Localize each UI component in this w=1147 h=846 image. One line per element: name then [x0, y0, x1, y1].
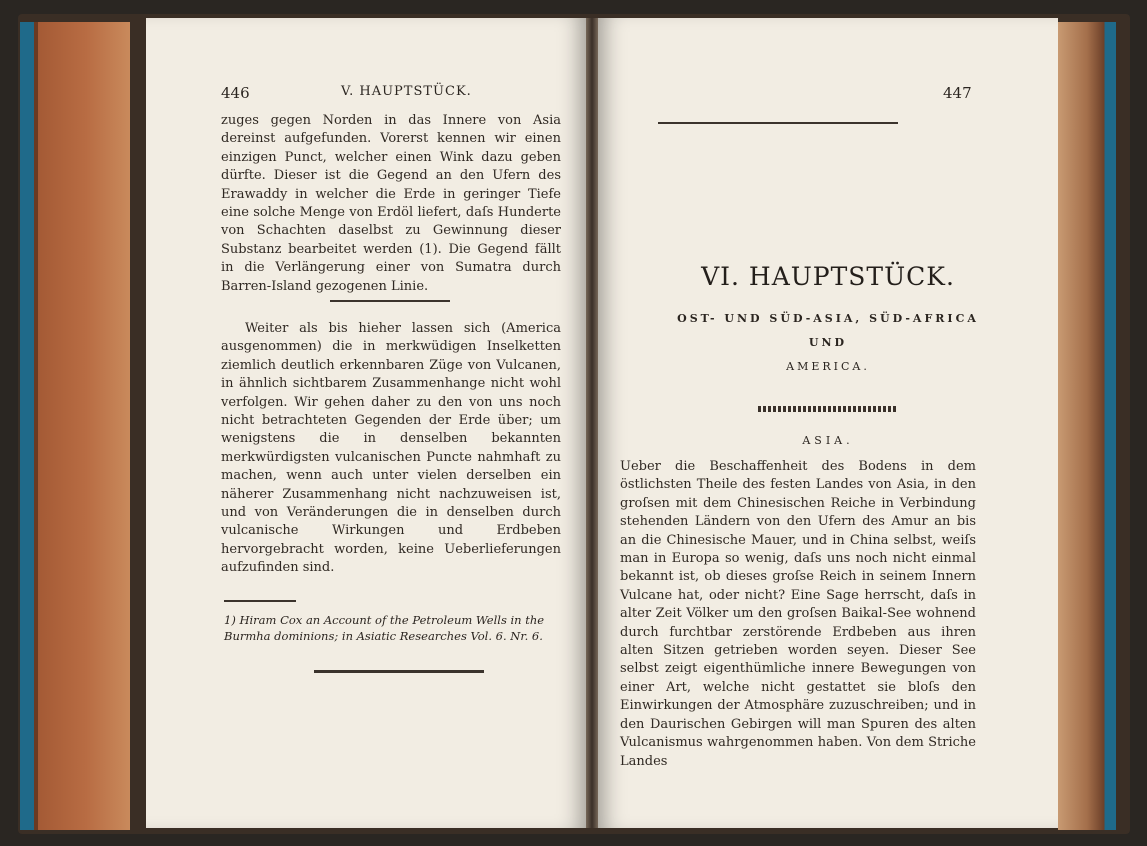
section-heading: ASIA. [802, 434, 854, 447]
left-page-number: 446 [221, 84, 250, 102]
right-paragraph: Ueber die Beschaffenheit des Bodens in dem östlichsten Theile des festen Landes von Asia, in den groſsen mit dem Chinesischen Reiche in Verbindung stehenden Ländern von den Ufern des Amur an bis an die Chinesische Mauer, und in China selbst, weiſs man in Europa so wenig, daſs uns noch nicht einmal bekannt ist, ob dieses groſse Reich in seinem Innern Vulcane hat, oder nicht? Eine Sage herrscht, daſs in alter Zeit Völker um den groſsen Baikal-See wohnend durch furchtbar zerstörende Erdbeben aus ihren alten Sitzen getrieben worden seyen. Dieser See selbst zeigt eigenthümliche innere Bewegungen von einer Art, welche nicht gestattet sie bloſs den Einwirkungen der Atmosphäre zuzuschreiben; und in den Daurischen Gebirgen will man Spuren des alten Vulcanismus wahrgenommen haben. Von dem Striche Landes [620, 459, 976, 769]
left-paragraph-1: zuges gegen Norden in das Innere von Asia dereinst aufgefunden. Vorerst kennen wir einen einzigen Punct, welcher einen Wink dazu geben dürfte. Dieser ist die Gegend an den Ufern des Erawaddy in welcher die Erde in geringer Tiefe eine solche Menge von Erdöl liefert, daſs Hunderte von Schachten daselbst zu Gewinnung dieser Substanz bearbeitet werden (1). Die Gegend fällt in die Verlängerung einer von Sumatra durch Barren-Island gezogenen Linie. [221, 113, 561, 294]
chapter-subtitle-line-3: AMERICA. [786, 360, 870, 373]
right-page [598, 18, 1058, 828]
right-page-number: 447 [943, 84, 972, 102]
chapter-subtitle-line-2: UND [808, 336, 848, 349]
left-page-edges [20, 22, 130, 830]
ornament-divider [758, 406, 898, 412]
left-chapter-head: V. HAUPTSTÜCK. [341, 84, 472, 99]
right-page-edges [1058, 22, 1116, 830]
chapter-title: VI. HAUPTSTÜCK. [701, 262, 955, 291]
footnote: 1) Hiram Cox an Account of the Petroleum Wells in the Burmha dominions; in Asiatic Researches Vol. 6. Nr. 6. [224, 613, 545, 643]
left-page [146, 18, 586, 828]
chapter-subtitle-line-1: OST- UND SÜD-ASIA, SÜD-AFRICA [677, 312, 979, 325]
top-rule [658, 122, 898, 124]
left-separator-2 [314, 670, 484, 673]
footnote-rule [224, 600, 296, 602]
left-paragraph-2: Weiter als bis hieher lassen sich (America ausgenommen) die in merkwüdigen Inselketten ziemlich deutlich erkennbaren Züge von Vulcanen, in ähnlich sichtbarem Zusammenhange nicht wohl verfolgen. Wir gehen daher zu den von uns noch nicht betrachteten Gegenden der Erde über; um wenigstens die in denselben bekannten merkwürdigsten vulcanischen Puncte nahmhaft zu machen, wenn auch unter vielen derselben ein näherer Zusammenhang nicht nachzuweisen ist, und von Veränderungen die in denselben durch vulcanische Wirkungen und Erdbeben hervorgebracht worden, keine Ueberlieferungen aufzufinden sind. [221, 321, 561, 576]
left-separator-1 [330, 300, 450, 302]
